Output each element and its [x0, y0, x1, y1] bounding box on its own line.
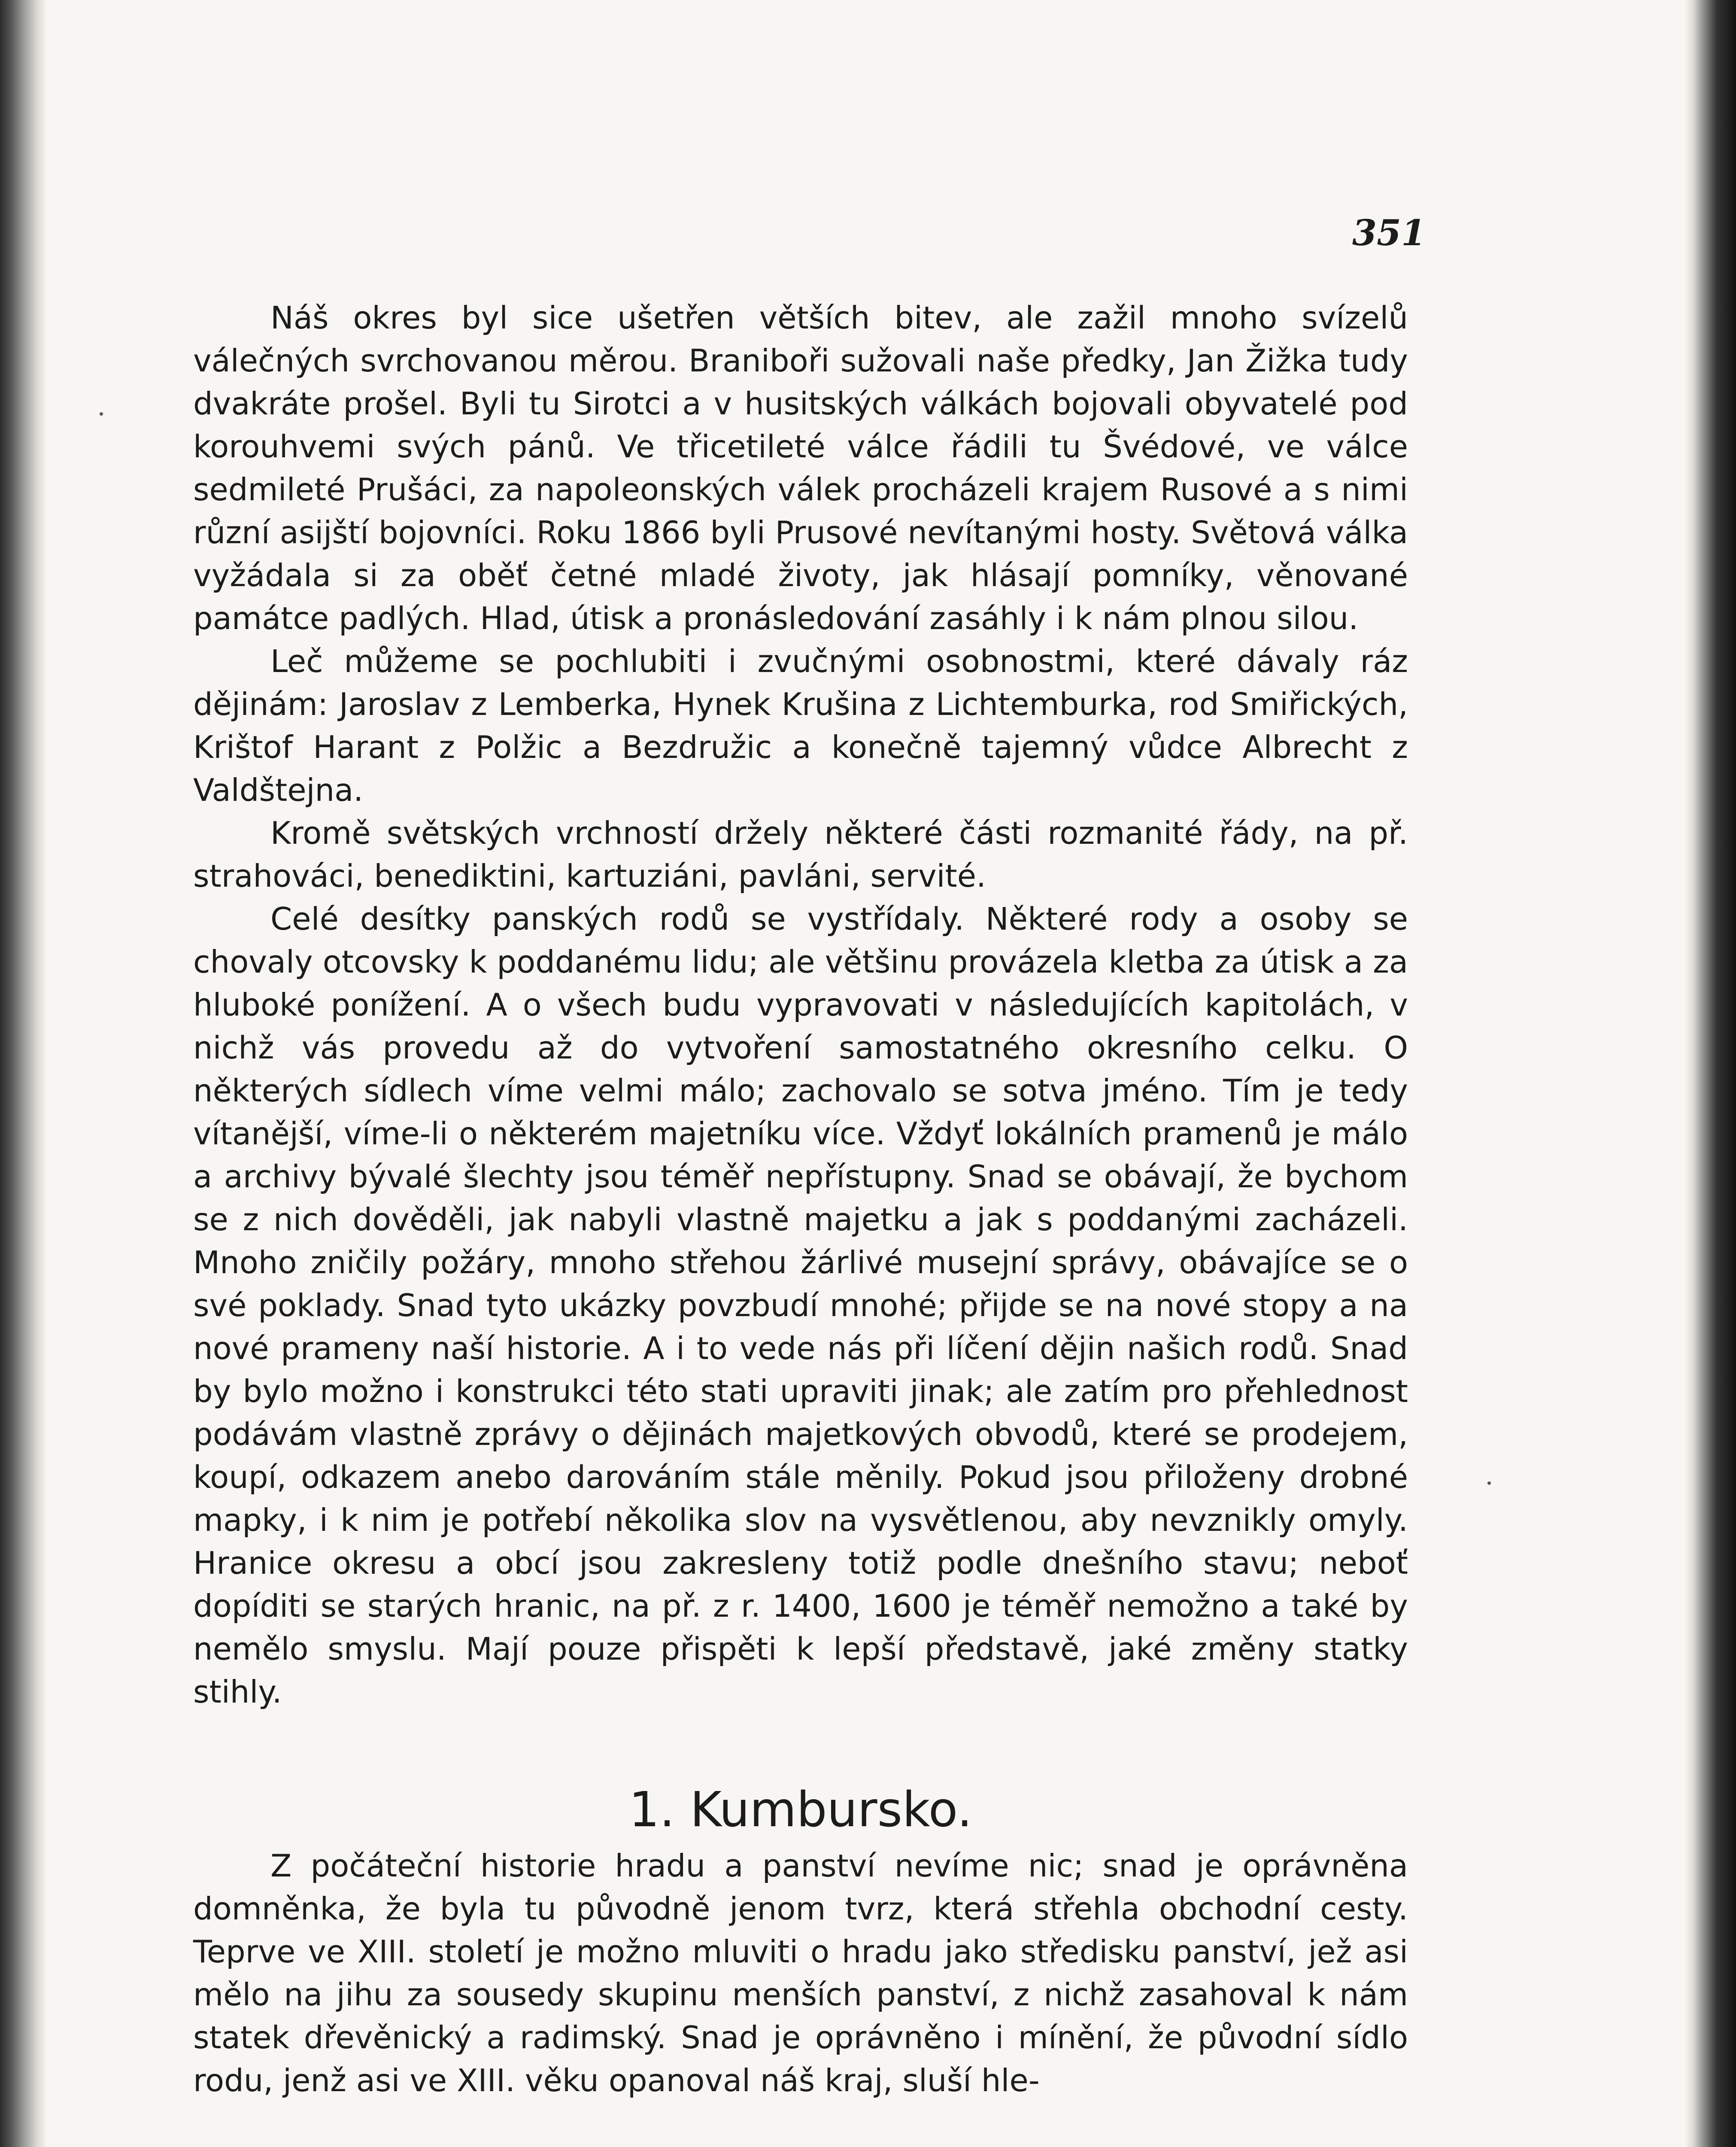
scan-speck	[100, 412, 103, 416]
paragraph: Celé desítky panských rodů se vystřídaly. Některé rody a osoby se chovaly otcovsky k poddanému lidu; ale většinu provázela kletba za útisk a za hluboké ponížení. A o všech budu vypravovati v následujících kapitolách, v nichž vás provedu až do vytvoření samostatného okresního celku. O některých sídlech víme velmi málo; zachovalo se sotva jméno. Tím je tedy vítanější, víme-li o některém majetníku více. Vždyť lokálních pramenů je málo a archivy bývalé šlechty jsou téměř nepřístupny. Snad se obávají, že bychom se z nich dověděli, jak nabyli vlastně majetku a jak s poddanými zacházeli. Mnoho zničily požáry, mnoho střehou žárlivé musejní správy, obávajíce se o své poklady. Snad tyto ukázky povzbudí mnohé; přijde se na nové stopy a na nové prameny naší historie. A i to vede nás při líčení dějin našich rodů. Snad by bylo možno i konstrukci této stati upraviti jinak; ale zatím pro přehlednost podávám vlastně zprávy o dějinách majetkových obvodů, které se prodejem, koupí, odkazem anebo darováním stále měnily. Pokud jsou přiloženy drobné mapky, i k nim je potřebí několika slov na vysvětlenou, aby nevznikly omyly. Hranice okresu a obcí jsou zakresleny totiž podle dnešního stavu; neboť dopíditi se starých hranic, na př. z r. 1400, 1600 je téměř nemožno a také by nemělo smyslu. Mají pouze přispěti k lepší představě, jaké změny statky stihly.	[193, 901, 1408, 1710]
page-edge-left	[0, 0, 47, 2147]
chapter-heading: 1. Kumbursko.	[629, 1782, 972, 1838]
paragraph: Kromě světských vrchností držely některé části rozmanité řády, na př. strahováci, benediktini, kartuziáni, pavláni, servité.	[193, 815, 1408, 894]
paragraph: Náš okres byl sice ušetřen větších bitev, ale zažil mnoho svízelů válečných svrchovanou měrou. Braniboři sužovali naše předky, Jan Žižka tudy dvakráte prošel. Byli tu Sirotci a v husitských válkách bojovali obyvatelé pod korouhvemi svých pánů. Ve třicetileté válce řádili tu Švédové, ve válce sedmileté Prušáci, za napoleonských válek procházeli krajem Rusové a s nimi různí asijští bojovníci. Roku 1866 byli Prusové nevítanými hosty. Světová válka vyžádala si za oběť četné mladé životy, jak hlásají pomníky, věnované památce padlých. Hlad, útisk a pronásledování zasáhly i k nám plnou silou.	[193, 300, 1408, 636]
paragraph: Z počáteční historie hradu a panství nevíme nic; snad je oprávněna domněnka, že byla tu původně jenom tvrz, která střehla obchodní cesty. Teprve ve XIII. století je možno mluviti o hradu jako středisku panství, jež asi mělo na jihu za sousedy skupinu menších panství, z nichž zasahoval k nám statek dřevěnický a radimský. Snad je oprávněno i mínění, že původní sídlo rodu, jenž asi ve XIII. věku opanoval náš kraj, sluší hle-	[193, 1848, 1408, 2098]
scan-speck	[1487, 1481, 1491, 1485]
paragraph: Leč můžeme se pochlubiti i zvučnými osobnostmi, které dávaly ráz dějinám: Jaroslav z Lemberka, Hynek Krušina z Lichtemburka, rod Smiřických, Krištof Harant z Polžic a Bezdružic a konečně tajemný vůdce Albrecht z Valdštejna.	[193, 643, 1408, 808]
chapter-body-text	[193, 1844, 1408, 2102]
body-text	[193, 296, 1408, 1713]
page-edge-right	[1684, 0, 1736, 2147]
page-number: 351	[1352, 213, 1426, 254]
